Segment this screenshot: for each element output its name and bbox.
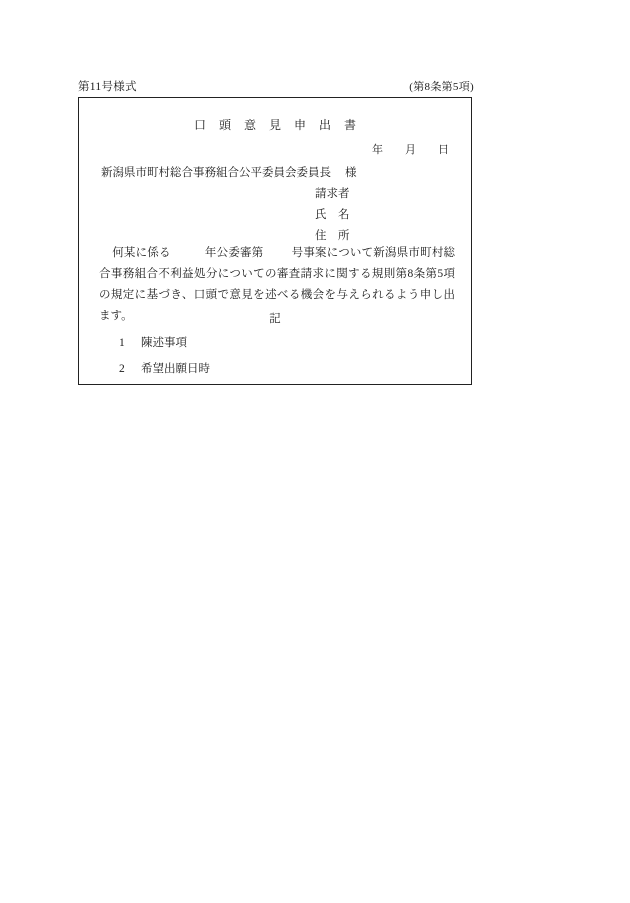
- document-title: 口 頭 意 見 申 出 書: [193, 118, 361, 132]
- date-day-label: 日: [438, 144, 449, 156]
- item-label: 希望出願日時: [141, 363, 210, 375]
- body-line1-c: 号事案について新潟県市町村総合事務: [99, 247, 456, 280]
- addressee-name: 新潟県市町村総合事務組合公平委員会委員長: [101, 167, 331, 179]
- name-label: 氏 名: [315, 209, 350, 221]
- body-line3: づき、口頭で意見を述べる機会を与えられるよう申し出ます。: [99, 289, 455, 322]
- date-line: [372, 141, 449, 157]
- body-line1-b: 年公委審第: [204, 247, 264, 259]
- list-item: [119, 330, 210, 356]
- item-label: 陳述事項: [141, 337, 187, 349]
- party-block: [315, 184, 350, 247]
- item-number: 2: [119, 363, 125, 375]
- claimant-label: 請求者: [315, 188, 350, 200]
- ki-mark: 記: [269, 313, 281, 325]
- address-label: 住 所: [315, 230, 350, 242]
- item-number: 1: [119, 337, 125, 349]
- date-month-label: 月: [405, 144, 416, 156]
- form-number: 第11号様式: [78, 81, 137, 93]
- page-header: [78, 78, 474, 94]
- body-line2: 組合不利益処分についての審査請求に関する規則第8条第5項の規定に基: [99, 268, 455, 301]
- item-list: [119, 330, 210, 382]
- list-item: [119, 356, 210, 382]
- document-box: [78, 97, 472, 385]
- date-year-label: 年: [372, 144, 383, 156]
- addressee-line: [101, 164, 357, 180]
- article-reference: (第8条第5項): [409, 81, 474, 93]
- addressee-honorific: 様: [345, 167, 357, 179]
- body-line1-a: 何某に係る: [112, 247, 171, 259]
